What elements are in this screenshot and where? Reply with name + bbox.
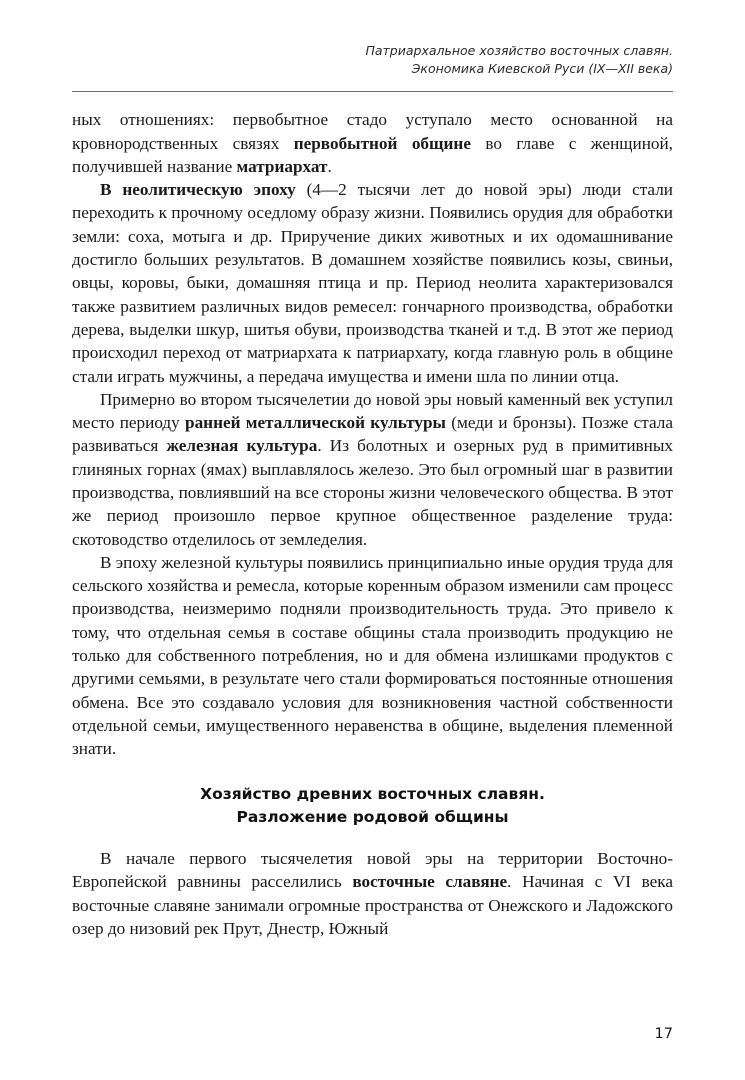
paragraph xyxy=(72,847,673,940)
emphasis-term: В неолитическую эпоху xyxy=(100,180,296,200)
body-text-bottom xyxy=(72,847,673,940)
page-number: 17 xyxy=(654,1026,673,1042)
text-run: ных отношениях: первобытное стадо уступало место основанной на кровнородственных связях xyxy=(72,110,673,153)
text-run: . Начиная с VI века восточные славяне занимали огромные пространства от Онежского и Ладожского озер до низовий рек Прут, Днестр, Южный xyxy=(72,872,673,938)
header-divider xyxy=(72,91,673,92)
text-run: . xyxy=(327,156,332,176)
text-run: во главе с женщиной, получившей название xyxy=(72,133,673,176)
text-run: . Из болотных и озерных руд в примитивных глиняных горнах (ямах) выплавлялось железо. Это был огромный шаг в развитии производства, повлиявший на все стороны жизни человеческого общества. В этот же период произошло первое крупное общественное разделение труда: скотоводство отделилось от земледелия. xyxy=(72,436,674,549)
paragraph xyxy=(72,551,673,761)
paragraph xyxy=(72,108,673,178)
body-text-top xyxy=(72,108,673,760)
text-run: Примерно во втором тысячелетии до новой эры новый каменный век уступил место периоду xyxy=(72,389,673,433)
section-heading xyxy=(72,783,673,830)
running-header-line-1: Патриархальное хозяйство восточных славян. xyxy=(365,43,673,58)
emphasis-term: ранней металлической культуры xyxy=(185,413,446,433)
running-header xyxy=(72,42,673,78)
emphasis-term: железная культура xyxy=(166,436,318,456)
paragraph xyxy=(72,178,673,388)
text-run: В начале первого тысячелетия новой эры на территории Восточно-Европейской равнины расселились xyxy=(72,849,673,892)
text-run: (4—2 тысячи лет до новой эры) люди стали переходить к прочному оседлому образу жизни. Появились орудия для обработки земли: соха, мотыга и др. Приручение диких животных и их одомашнивание достигло больших результатов. В домашнем хозяйстве появились козы, свиньи, овцы, коровы, быки, домашняя птица и пр. Период неолита характеризовался также развитием различных видов ремесел: гончарного производства, обработки дерева, выделки шкур, шитья обуви, производства тканей и т.д. В этот же период происходил переход от матриархата к патриархату, когда главную роль в общине стали играть мужчины, а передача имущества и имени шла по линии отца. xyxy=(72,180,673,386)
emphasis-term: матриархат xyxy=(236,156,328,176)
text-run: (меди и бронзы). Позже стала развиваться xyxy=(72,413,673,456)
paragraph xyxy=(72,388,673,551)
section-heading-line-1: Хозяйство древних восточных славян. xyxy=(200,784,545,803)
text-run: В эпоху железной культуры появились принципиально иные орудия труда для сельского хозяйства и ремесла, которые коренным образом изменили сам процесс производства, неизмеримо подняли производительность труда. Это привело к тому, что отдельная семья в составе общины стала производить продукцию не только для собственного потребления, но и для обмена излишками продуктов с другими семьями, в результате чего стали формироваться постоянные отношения обмена. Все это создавало условия для возникновения частной собственности отдельной семьи, имущественного неравенства в общине, выделения племенной знати. xyxy=(72,552,673,759)
emphasis-term: первобытной общине xyxy=(293,133,471,153)
section-heading-line-2: Разложение родовой общины xyxy=(236,807,509,826)
running-header-line-2: Экономика Киевской Руси (IX—XII века) xyxy=(411,61,673,77)
emphasis-term: восточные славяне xyxy=(352,872,508,892)
